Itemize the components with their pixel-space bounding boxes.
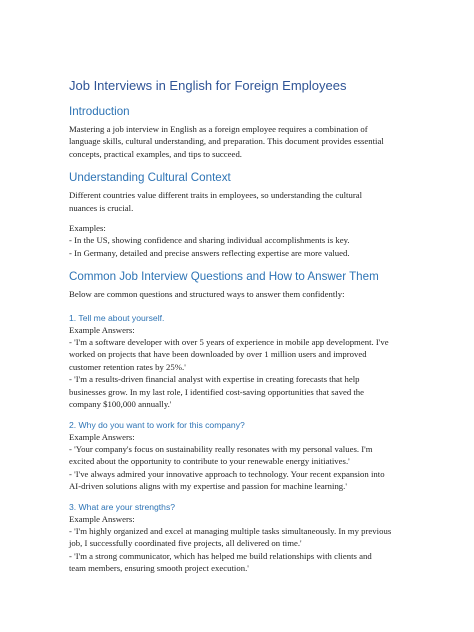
introduction-paragraph xyxy=(69,123,415,160)
example-answers-label: Example Answers: xyxy=(69,431,135,442)
answer-line: worked on projects that have been downloaded by over 1 million users and improved xyxy=(69,349,367,360)
question-heading: 3. What are your strengths? xyxy=(69,501,176,512)
example-item: - In Germany, detailed and precise answers reflecting expertise are more valued. xyxy=(69,247,350,258)
answer-line: job, I successfully coordinated five projects, all delivered on time.' xyxy=(69,538,302,549)
cultural-context-heading: Understanding Cultural Context xyxy=(69,171,231,185)
paragraph-line: Mastering a job interview in English as a foreign employee requires a combination of xyxy=(69,124,368,134)
question-heading: 2. Why do you want to work for this company? xyxy=(69,419,245,430)
answer-line: - 'I'm a strong communicator, which has helped me build relationships with clients and xyxy=(69,550,372,561)
questions-heading: Common Job Interview Questions and How to Answer Them xyxy=(69,270,379,284)
answer-line: - 'I'm a results-driven financial analyst with expertise in creating forecasts that help xyxy=(69,374,360,385)
document-title: Job Interviews in English for Foreign Employees xyxy=(69,78,347,93)
paragraph-line: language skills, cultural understanding, and preparation. This document provides essential xyxy=(69,136,384,147)
cultural-examples xyxy=(69,222,415,259)
answer-line: - 'I'm highly organized and excel at managing multiple tasks simultaneously. In my previous xyxy=(69,525,392,536)
paragraph-line: Different countries value different traits in employees, so understanding the cultural xyxy=(69,190,363,201)
questions-intro: Below are common questions and structured ways to answer them confidently: xyxy=(69,289,345,300)
cultural-context-paragraph xyxy=(69,189,415,214)
example-item: - In the US, showing confidence and sharing individual accomplishments is key. xyxy=(69,235,350,246)
answer-line: team members, ensuring smooth project execution.' xyxy=(69,563,249,574)
answer-line: company $100,000 annually.' xyxy=(69,399,172,410)
answer-line: excited about the opportunity to contribute to your renewable energy initiatives.' xyxy=(69,456,350,467)
answer-line: - 'I'm a software developer with over 5 years of experience in mobile app development. I've xyxy=(69,337,389,348)
question-block xyxy=(69,419,415,493)
answer-line: - 'I've always admired your innovative approach to technology. Your recent expansion into xyxy=(69,468,385,479)
answer-line: AI-driven solutions aligns with my expertise and passion for machine learning.' xyxy=(69,481,347,492)
paragraph-line: nuances is crucial. xyxy=(69,202,134,213)
examples-label: Examples: xyxy=(69,223,106,234)
question-heading: 1. Tell me about yourself. xyxy=(69,312,165,323)
example-answers-label: Example Answers: xyxy=(69,513,135,524)
answer-line: customer retention rates by 25%.' xyxy=(69,361,186,372)
question-block xyxy=(69,312,415,411)
example-answers-label: Example Answers: xyxy=(69,324,135,335)
question-block xyxy=(69,501,415,575)
answer-line: - 'Your company's focus on sustainability really resonates with my personal values. I'm xyxy=(69,443,373,454)
paragraph-line: concepts, practical examples, and tips to succeed. xyxy=(69,148,242,159)
introduction-heading: Introduction xyxy=(69,105,130,118)
answer-line: businesses grow. In my last role, I identified cost-saving opportunities that saved the xyxy=(69,386,365,397)
document-content xyxy=(69,78,415,575)
